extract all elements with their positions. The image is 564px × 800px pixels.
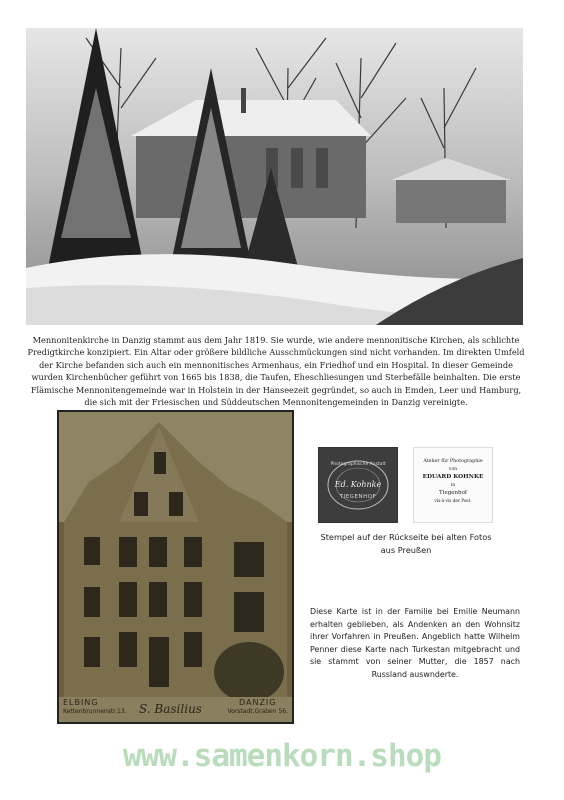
stamp-right-name: EDUARD KOHNKE bbox=[422, 474, 484, 480]
family-note: Diese Karte ist in der Familie bei Emilie Neumann erhalten geblieben, als Andenken an den Wohnsitz ihrer Vorfahren in Preußen. Angeblich hatte Wilhelm Penner diese Karte nach Turkestan mitgebracht und sie stammt von seiner Mutter, die 1857 nach Russland auswnderte. bbox=[310, 607, 520, 679]
stamp-caption: Stempel auf der Rückseite bei alten Fotos aus Preußen bbox=[320, 532, 492, 555]
church-caption: Mennonitenkirche in Danzig stammt aus dem Jahr 1819. Sie wurde, wie andere mennonitische Kirchen, als schlichte Predigtkirche konzipiert. Ein Altar oder größere bildliche Ausschmückungen sind nicht vorhanden. Im direkten Umfeld der Kirche befanden sich auch ein mennonitisches Armenhaus, ein Friedhof und ein Hospital. In dieser Gemeinde wurden Kirchenbücher geführt von 1665 bis 1838, die Taufen, Eheschliesungen und Sterbefälle beinhalten. Die erste Flämische Mennonitengemeinde war in Holstein in der Hanseezeit gegründet, so auch in Emden, Leer und Hamburg, die sich mit der Friesischen und Süddeutschen Mennonitengemeinden in Danzig vereinigte. bbox=[27, 335, 525, 408]
shop-url[interactable]: www.samenkorn.shop bbox=[123, 738, 441, 774]
stamp-image-right bbox=[413, 447, 493, 523]
photographer-city-left: ELBING bbox=[63, 698, 99, 707]
house-photo bbox=[57, 410, 294, 724]
stamp-right-line4: in bbox=[450, 483, 456, 488]
photographer-city-right: DANZIG bbox=[238, 698, 277, 707]
photographer-street-left: Kettenbrunnenstr.13. bbox=[63, 708, 127, 715]
stamp-right-line1: Atelier für Photographie bbox=[423, 459, 483, 464]
stamp-image-left bbox=[318, 447, 398, 523]
stamp-right-line6: vis-à-vis der Post. bbox=[434, 498, 472, 503]
church-photo bbox=[26, 28, 523, 325]
photographer-street-right: Vorstadt.Graben 56. bbox=[227, 708, 288, 715]
stamp-left-name: Ed. Kohnke bbox=[334, 480, 382, 489]
stamp-right-city: Tiegenhof bbox=[439, 490, 467, 496]
stamp-left-city: TIEGENHOF bbox=[339, 494, 377, 500]
stamp-left-arc: Photographische Anstalt bbox=[330, 462, 386, 467]
photographer-signature: S. Basilius bbox=[139, 702, 202, 716]
stamp-right-line2: von bbox=[448, 467, 458, 472]
